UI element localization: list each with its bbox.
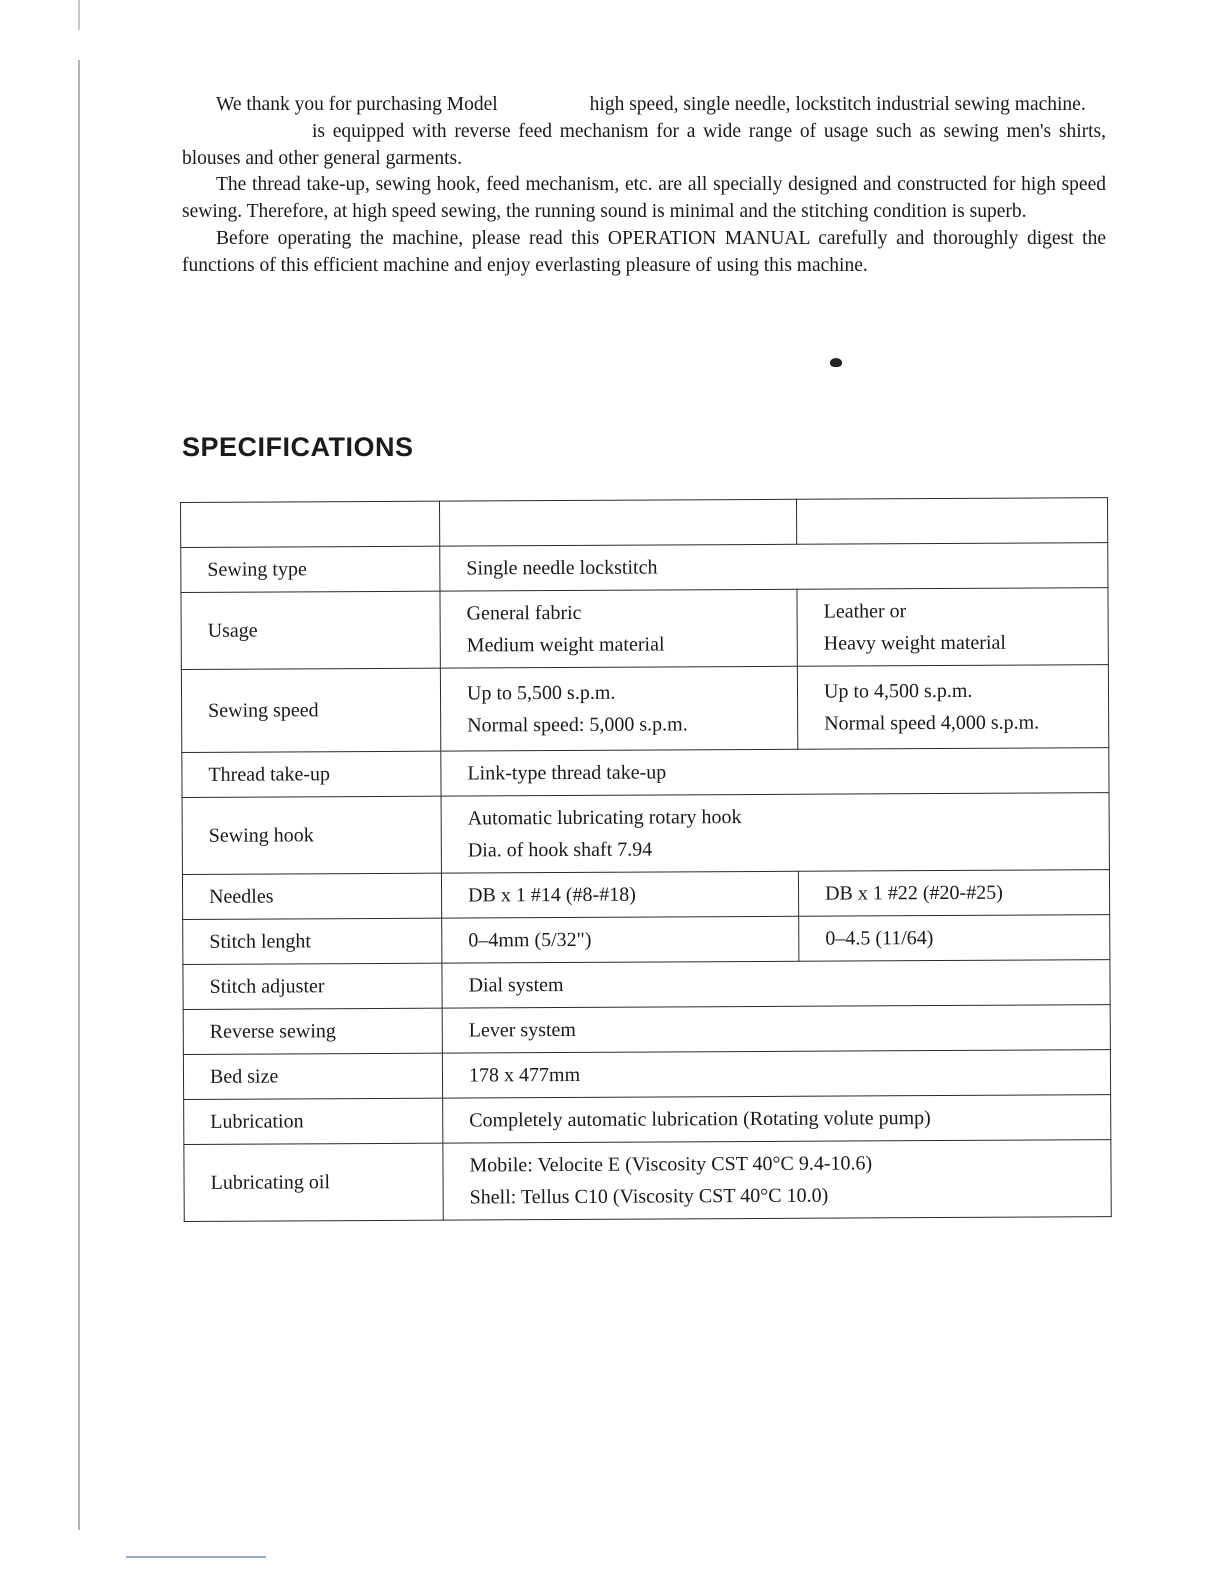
value-thread-takeup: Link-type thread take-up	[441, 748, 1109, 796]
label-sewing-hook: Sewing hook	[182, 796, 441, 874]
usage-heavy-line-2: Heavy weight material	[823, 631, 1006, 655]
intro-p1-part-a: We thank you for purchasing Model	[216, 94, 498, 115]
lubricating-oil-line-1: Mobile: Velocite E (Viscosity CST 40°C 9.4-10.6)	[469, 1152, 873, 1177]
value-stitch-length-heavy: 0–4.5 (11/64)	[799, 915, 1110, 962]
table-row-thread-takeup	[182, 748, 1109, 798]
label-lubricating-oil: Lubricating oil	[184, 1143, 443, 1221]
table-row-lubrication	[184, 1095, 1111, 1145]
intro-text	[182, 92, 1106, 280]
intro-paragraph-3: The thread take-up, sewing hook, feed mechanism, etc. are all specially designed and constructed for high speed sewing. Therefore, at high speed sewing, the running sound is minimal and the stitching condition is superb.	[182, 174, 1106, 223]
table-row-bed-size	[183, 1050, 1110, 1100]
table-row-sewing-type	[181, 543, 1108, 593]
label-needles: Needles	[182, 873, 441, 919]
lubricating-oil-line-2: Shell: Tellus C10 (Viscosity CST 40°C 10.0)	[469, 1184, 829, 1209]
usage-standard-line-2: Medium weight material	[466, 633, 665, 657]
value-lubrication: Completely automatic lubrication (Rotating volute pump)	[443, 1095, 1111, 1143]
value-usage-heavy	[797, 588, 1108, 667]
value-lubricating-oil	[443, 1140, 1111, 1220]
label-sewing-type: Sewing type	[181, 546, 440, 592]
intro-paragraph-2	[182, 119, 1106, 173]
label-stitch-adjuster: Stitch adjuster	[183, 963, 442, 1009]
table-row-needles	[182, 870, 1109, 920]
specifications-table	[180, 497, 1112, 1222]
table-row-usage	[181, 588, 1108, 670]
value-sewing-speed-heavy	[797, 665, 1108, 750]
intro-p2-text: is equipped with reverse feed mechanism for a wide range of usage such as sewing men's shirts, blouses and other general garments.	[182, 120, 1106, 169]
label-lubrication: Lubrication	[184, 1098, 443, 1144]
scan-bottom-mark	[126, 1556, 266, 1558]
specifications-heading: SPECIFICATIONS	[182, 432, 414, 462]
usage-standard-line-1: General fabric	[466, 601, 582, 625]
value-stitch-adjuster: Dial system	[442, 960, 1110, 1008]
label-stitch-length: Stitch lenght	[183, 918, 442, 964]
speed-standard-line-2: Normal speed: 5,000 s.p.m.	[467, 713, 688, 737]
value-stitch-length-standard: 0–4mm (5/32")	[442, 916, 799, 963]
header-cell-blank-1	[181, 501, 440, 547]
table-row-lubricating-oil	[184, 1140, 1111, 1222]
value-needles-standard: DB x 1 #14 (#8-#18)	[441, 871, 798, 918]
speed-heavy-line-1: Up to 4,500 s.p.m.	[823, 679, 973, 703]
header-cell-blank-2	[439, 499, 796, 546]
value-sewing-hook	[441, 793, 1109, 873]
header-cell-blank-3	[796, 498, 1107, 545]
table-header-row	[181, 498, 1108, 548]
table-row-reverse-sewing	[183, 1005, 1110, 1055]
label-usage: Usage	[181, 591, 440, 669]
ink-blot-mark	[830, 358, 842, 367]
usage-heavy-line-1: Leather or	[823, 600, 907, 623]
intro-paragraph-4: Before operating the machine, please read this OPERATION MANUAL carefully and thoroughly digest the functions of this efficient machine and enjoy everlasting pleasure of using this machine.	[182, 227, 1106, 276]
table-row-stitch-adjuster	[183, 960, 1110, 1010]
value-sewing-speed-standard	[440, 666, 797, 751]
table-row-sewing-speed	[181, 665, 1108, 753]
table-row-sewing-hook	[182, 793, 1109, 875]
scan-page-edge	[78, 0, 80, 1530]
label-bed-size: Bed size	[183, 1053, 442, 1099]
sewing-hook-line-1: Automatic lubricating rotary hook	[467, 806, 742, 830]
speed-heavy-line-2: Normal speed 4,000 s.p.m.	[824, 711, 1040, 735]
intro-p1-part-b: high speed, single needle, lockstitch industrial sewing machine.	[589, 94, 1086, 115]
value-needles-heavy: DB x 1 #22 (#20-#25)	[798, 870, 1109, 917]
sewing-hook-line-2: Dia. of hook shaft 7.94	[467, 838, 653, 862]
label-reverse-sewing: Reverse sewing	[183, 1008, 442, 1054]
value-reverse-sewing: Lever system	[442, 1005, 1110, 1053]
label-sewing-speed: Sewing speed	[181, 668, 440, 752]
value-bed-size: 178 x 477mm	[442, 1050, 1110, 1098]
intro-paragraph-1	[182, 92, 1106, 119]
value-sewing-type: Single needle lockstitch	[440, 543, 1108, 591]
value-usage-standard	[440, 589, 797, 668]
label-thread-takeup: Thread take-up	[182, 751, 441, 797]
table-row-stitch-length	[183, 915, 1110, 965]
speed-standard-line-1: Up to 5,500 s.p.m.	[466, 681, 616, 705]
